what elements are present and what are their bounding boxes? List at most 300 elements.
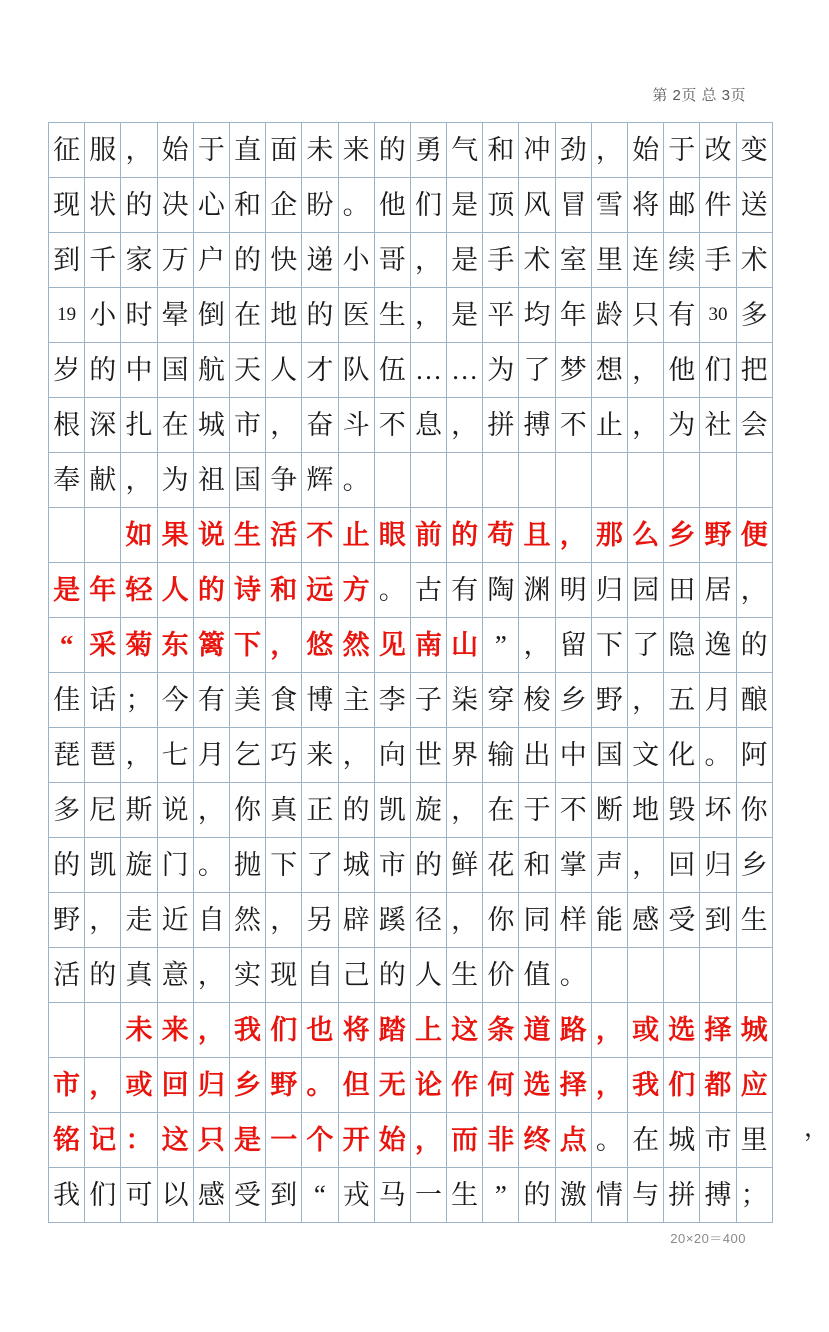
manuscript-cell[interactable] (736, 948, 772, 1003)
manuscript-cell[interactable] (664, 673, 700, 728)
manuscript-cell[interactable] (483, 288, 519, 343)
manuscript-cell[interactable] (193, 673, 229, 728)
manuscript-cell[interactable] (447, 453, 483, 508)
manuscript-cell[interactable] (591, 1058, 627, 1113)
manuscript-cell[interactable] (483, 123, 519, 178)
manuscript-cell[interactable] (664, 1003, 700, 1058)
manuscript-cell[interactable] (121, 1113, 157, 1168)
manuscript-cell[interactable] (266, 288, 302, 343)
manuscript-cell[interactable] (85, 1058, 121, 1113)
manuscript-cell[interactable] (338, 1058, 374, 1113)
manuscript-cell[interactable] (664, 398, 700, 453)
manuscript-cell[interactable] (447, 838, 483, 893)
manuscript-cell[interactable] (483, 1058, 519, 1113)
manuscript-cell[interactable] (410, 618, 446, 673)
manuscript-cell[interactable] (266, 1113, 302, 1168)
manuscript-cell[interactable] (447, 1168, 483, 1223)
manuscript-cell[interactable] (447, 673, 483, 728)
manuscript-cell[interactable] (374, 673, 410, 728)
manuscript-cell[interactable] (591, 893, 627, 948)
manuscript-cell[interactable] (628, 343, 664, 398)
manuscript-cell[interactable] (628, 838, 664, 893)
manuscript-cell[interactable] (447, 398, 483, 453)
manuscript-cell[interactable] (193, 783, 229, 838)
manuscript-cell[interactable] (410, 948, 446, 1003)
manuscript-cell[interactable] (193, 123, 229, 178)
manuscript-cell[interactable] (229, 893, 265, 948)
manuscript-cell[interactable] (49, 1113, 85, 1168)
manuscript-cell[interactable] (229, 1113, 265, 1168)
manuscript-cell[interactable] (555, 233, 591, 288)
manuscript-cell[interactable] (338, 728, 374, 783)
manuscript-cell[interactable] (302, 893, 338, 948)
manuscript-cell[interactable] (591, 563, 627, 618)
manuscript-cell[interactable] (157, 508, 193, 563)
manuscript-cell[interactable] (410, 893, 446, 948)
manuscript-cell[interactable] (229, 233, 265, 288)
manuscript-cell[interactable] (157, 838, 193, 893)
manuscript-cell[interactable] (157, 783, 193, 838)
manuscript-cell[interactable] (338, 123, 374, 178)
manuscript-cell[interactable] (85, 288, 121, 343)
manuscript-cell[interactable] (700, 783, 736, 838)
manuscript-cell[interactable] (157, 728, 193, 783)
manuscript-cell[interactable] (519, 783, 555, 838)
manuscript-cell[interactable] (193, 1058, 229, 1113)
manuscript-cell[interactable] (374, 233, 410, 288)
manuscript-cell[interactable] (229, 1168, 265, 1223)
manuscript-cell[interactable] (736, 1168, 772, 1223)
manuscript-cell[interactable] (302, 178, 338, 233)
manuscript-cell[interactable] (700, 123, 736, 178)
manuscript-cell[interactable] (591, 618, 627, 673)
manuscript-cell[interactable] (157, 343, 193, 398)
manuscript-cell[interactable] (483, 783, 519, 838)
manuscript-cell[interactable] (374, 343, 410, 398)
manuscript-cell[interactable] (664, 618, 700, 673)
manuscript-cell[interactable] (338, 563, 374, 618)
manuscript-cell[interactable] (736, 673, 772, 728)
manuscript-cell[interactable] (266, 233, 302, 288)
manuscript-cell[interactable] (49, 948, 85, 1003)
manuscript-cell[interactable] (664, 288, 700, 343)
manuscript-cell[interactable] (483, 398, 519, 453)
manuscript-cell[interactable] (374, 398, 410, 453)
manuscript-cell[interactable] (193, 618, 229, 673)
manuscript-cell[interactable] (410, 1168, 446, 1223)
manuscript-cell[interactable] (447, 343, 483, 398)
manuscript-cell[interactable] (85, 948, 121, 1003)
manuscript-cell[interactable] (229, 508, 265, 563)
manuscript-cell[interactable] (555, 563, 591, 618)
manuscript-cell[interactable] (374, 453, 410, 508)
manuscript-cell[interactable] (628, 893, 664, 948)
manuscript-cell[interactable] (555, 1168, 591, 1223)
manuscript-cell[interactable] (193, 728, 229, 783)
manuscript-cell[interactable] (483, 1168, 519, 1223)
manuscript-cell[interactable] (121, 783, 157, 838)
manuscript-cell[interactable] (519, 1058, 555, 1113)
manuscript-cell[interactable] (555, 1113, 591, 1168)
manuscript-cell[interactable] (555, 783, 591, 838)
manuscript-cell[interactable] (85, 728, 121, 783)
manuscript-cell[interactable] (85, 398, 121, 453)
manuscript-cell[interactable] (410, 123, 446, 178)
manuscript-cell[interactable] (229, 123, 265, 178)
manuscript-cell[interactable] (555, 673, 591, 728)
manuscript-cell[interactable] (374, 1113, 410, 1168)
manuscript-cell[interactable] (302, 1168, 338, 1223)
manuscript-cell[interactable] (266, 618, 302, 673)
manuscript-cell[interactable] (736, 343, 772, 398)
manuscript-cell[interactable] (302, 453, 338, 508)
manuscript-cell[interactable] (302, 783, 338, 838)
manuscript-cell[interactable] (229, 343, 265, 398)
manuscript-cell[interactable] (591, 288, 627, 343)
manuscript-cell[interactable] (519, 233, 555, 288)
manuscript-cell[interactable] (157, 1113, 193, 1168)
manuscript-cell[interactable] (736, 288, 772, 343)
manuscript-cell[interactable] (302, 1058, 338, 1113)
manuscript-cell[interactable] (447, 233, 483, 288)
manuscript-cell[interactable] (121, 948, 157, 1003)
manuscript-cell[interactable] (338, 783, 374, 838)
manuscript-cell[interactable] (121, 1003, 157, 1058)
manuscript-cell[interactable] (157, 893, 193, 948)
manuscript-cell[interactable] (555, 838, 591, 893)
manuscript-cell[interactable] (700, 948, 736, 1003)
manuscript-cell[interactable] (338, 453, 374, 508)
manuscript-cell[interactable] (447, 288, 483, 343)
manuscript-cell[interactable] (591, 178, 627, 233)
manuscript-cell[interactable] (85, 1113, 121, 1168)
manuscript-cell[interactable] (628, 563, 664, 618)
manuscript-cell[interactable] (700, 728, 736, 783)
manuscript-cell[interactable] (85, 233, 121, 288)
manuscript-cell[interactable] (229, 563, 265, 618)
manuscript-cell[interactable] (700, 1168, 736, 1223)
manuscript-cell[interactable] (302, 563, 338, 618)
manuscript-cell[interactable] (266, 1058, 302, 1113)
manuscript-cell[interactable] (85, 563, 121, 618)
manuscript-cell[interactable] (410, 288, 446, 343)
manuscript-cell[interactable] (302, 728, 338, 783)
manuscript-cell[interactable] (193, 563, 229, 618)
manuscript-cell[interactable] (447, 563, 483, 618)
manuscript-cell[interactable] (736, 838, 772, 893)
manuscript-cell[interactable] (664, 233, 700, 288)
manuscript-cell[interactable] (447, 1003, 483, 1058)
manuscript-cell[interactable] (519, 123, 555, 178)
manuscript-cell[interactable] (555, 453, 591, 508)
manuscript-cell[interactable] (519, 1168, 555, 1223)
manuscript-cell[interactable] (302, 948, 338, 1003)
manuscript-cell[interactable] (410, 1003, 446, 1058)
manuscript-cell[interactable] (193, 838, 229, 893)
manuscript-cell[interactable] (447, 508, 483, 563)
manuscript-cell[interactable] (700, 893, 736, 948)
manuscript-cell[interactable] (519, 673, 555, 728)
manuscript-cell[interactable] (410, 783, 446, 838)
manuscript-cell[interactable] (519, 1003, 555, 1058)
manuscript-cell[interactable] (628, 783, 664, 838)
manuscript-cell[interactable] (628, 1113, 664, 1168)
manuscript-cell[interactable] (49, 893, 85, 948)
manuscript-cell[interactable] (302, 1113, 338, 1168)
manuscript-cell[interactable] (374, 563, 410, 618)
manuscript-cell[interactable] (266, 673, 302, 728)
manuscript-cell[interactable] (121, 673, 157, 728)
manuscript-cell[interactable] (193, 1168, 229, 1223)
manuscript-cell[interactable] (266, 948, 302, 1003)
manuscript-cell[interactable] (121, 233, 157, 288)
manuscript-cell[interactable] (555, 893, 591, 948)
manuscript-cell[interactable] (447, 123, 483, 178)
manuscript-cell[interactable] (85, 783, 121, 838)
manuscript-cell[interactable] (700, 233, 736, 288)
manuscript-cell[interactable] (266, 398, 302, 453)
manuscript-cell[interactable] (591, 123, 627, 178)
manuscript-cell[interactable] (736, 1113, 772, 1168)
manuscript-cell[interactable] (193, 1003, 229, 1058)
manuscript-cell[interactable] (193, 288, 229, 343)
manuscript-cell[interactable] (736, 398, 772, 453)
manuscript-cell[interactable] (121, 893, 157, 948)
manuscript-cell[interactable] (591, 838, 627, 893)
manuscript-cell[interactable] (483, 178, 519, 233)
manuscript-cell[interactable] (229, 178, 265, 233)
manuscript-cell[interactable] (121, 398, 157, 453)
manuscript-cell[interactable] (157, 1003, 193, 1058)
manuscript-cell[interactable] (121, 728, 157, 783)
manuscript-cell[interactable] (85, 1003, 121, 1058)
manuscript-cell[interactable] (736, 508, 772, 563)
manuscript-cell[interactable] (302, 288, 338, 343)
manuscript-cell[interactable] (374, 893, 410, 948)
manuscript-cell[interactable] (447, 1113, 483, 1168)
manuscript-cell[interactable] (519, 178, 555, 233)
manuscript-cell[interactable] (664, 948, 700, 1003)
manuscript-cell[interactable] (85, 838, 121, 893)
manuscript-cell[interactable] (700, 618, 736, 673)
manuscript-cell[interactable] (483, 233, 519, 288)
manuscript-cell[interactable] (229, 783, 265, 838)
manuscript-cell[interactable] (664, 508, 700, 563)
manuscript-cell[interactable] (736, 1003, 772, 1058)
manuscript-cell[interactable] (410, 508, 446, 563)
manuscript-cell[interactable] (628, 948, 664, 1003)
manuscript-cell[interactable] (519, 728, 555, 783)
manuscript-cell[interactable] (519, 563, 555, 618)
manuscript-cell[interactable] (374, 123, 410, 178)
manuscript-cell[interactable] (49, 453, 85, 508)
manuscript-cell[interactable] (483, 508, 519, 563)
manuscript-cell[interactable] (410, 343, 446, 398)
manuscript-cell[interactable] (157, 948, 193, 1003)
manuscript-cell[interactable] (338, 398, 374, 453)
manuscript-cell[interactable] (664, 893, 700, 948)
manuscript-cell[interactable] (410, 1058, 446, 1113)
manuscript-cell[interactable] (736, 233, 772, 288)
manuscript-cell[interactable] (700, 453, 736, 508)
manuscript-cell[interactable] (266, 123, 302, 178)
manuscript-cell[interactable] (591, 948, 627, 1003)
manuscript-cell[interactable] (700, 508, 736, 563)
manuscript-cell[interactable] (85, 673, 121, 728)
manuscript-cell[interactable] (229, 838, 265, 893)
manuscript-cell[interactable] (338, 948, 374, 1003)
manuscript-cell[interactable] (229, 288, 265, 343)
manuscript-cell[interactable] (157, 288, 193, 343)
manuscript-cell[interactable] (519, 948, 555, 1003)
manuscript-cell[interactable] (193, 398, 229, 453)
manuscript-cell[interactable] (266, 783, 302, 838)
manuscript-cell[interactable] (736, 618, 772, 673)
manuscript-cell[interactable] (519, 893, 555, 948)
manuscript-cell[interactable] (447, 1058, 483, 1113)
manuscript-cell[interactable] (193, 233, 229, 288)
manuscript-cell[interactable] (302, 838, 338, 893)
manuscript-cell[interactable] (410, 178, 446, 233)
manuscript-cell[interactable] (338, 233, 374, 288)
manuscript-cell[interactable] (49, 508, 85, 563)
manuscript-cell[interactable] (49, 563, 85, 618)
manuscript-cell[interactable] (338, 343, 374, 398)
manuscript-cell[interactable] (628, 453, 664, 508)
manuscript-cell[interactable] (736, 728, 772, 783)
manuscript-cell[interactable] (374, 838, 410, 893)
manuscript-cell[interactable] (591, 508, 627, 563)
manuscript-cell[interactable] (157, 233, 193, 288)
manuscript-cell[interactable] (193, 453, 229, 508)
manuscript-cell[interactable] (85, 893, 121, 948)
manuscript-cell[interactable] (664, 1168, 700, 1223)
manuscript-cell[interactable] (157, 618, 193, 673)
manuscript-cell[interactable] (628, 728, 664, 783)
manuscript-cell[interactable] (266, 893, 302, 948)
manuscript-cell[interactable] (483, 728, 519, 783)
manuscript-cell[interactable] (700, 1058, 736, 1113)
manuscript-cell[interactable] (49, 728, 85, 783)
manuscript-cell[interactable] (555, 1003, 591, 1058)
manuscript-cell[interactable] (483, 1003, 519, 1058)
manuscript-cell[interactable] (628, 673, 664, 728)
manuscript-cell[interactable] (555, 398, 591, 453)
manuscript-cell[interactable] (664, 838, 700, 893)
manuscript-cell[interactable] (229, 728, 265, 783)
manuscript-cell[interactable] (447, 618, 483, 673)
manuscript-cell[interactable] (85, 453, 121, 508)
manuscript-cell[interactable] (302, 508, 338, 563)
manuscript-cell[interactable] (483, 838, 519, 893)
manuscript-cell[interactable] (700, 398, 736, 453)
manuscript-cell[interactable] (121, 288, 157, 343)
manuscript-cell[interactable] (519, 1113, 555, 1168)
manuscript-cell[interactable] (483, 453, 519, 508)
manuscript-cell[interactable] (121, 838, 157, 893)
manuscript-cell[interactable] (664, 563, 700, 618)
manuscript-cell[interactable] (338, 178, 374, 233)
manuscript-cell[interactable] (519, 398, 555, 453)
manuscript-cell[interactable] (483, 343, 519, 398)
manuscript-cell[interactable] (410, 838, 446, 893)
manuscript-cell[interactable] (374, 1003, 410, 1058)
manuscript-cell[interactable] (49, 838, 85, 893)
manuscript-cell[interactable] (483, 948, 519, 1003)
manuscript-cell[interactable] (229, 673, 265, 728)
manuscript-cell[interactable] (555, 948, 591, 1003)
manuscript-cell[interactable] (49, 178, 85, 233)
manuscript-cell[interactable] (410, 673, 446, 728)
manuscript-cell[interactable] (338, 288, 374, 343)
manuscript-cell[interactable] (193, 948, 229, 1003)
manuscript-cell[interactable] (555, 123, 591, 178)
manuscript-cell[interactable] (157, 673, 193, 728)
manuscript-cell[interactable] (555, 728, 591, 783)
manuscript-cell[interactable] (229, 1058, 265, 1113)
manuscript-cell[interactable] (555, 343, 591, 398)
manuscript-cell[interactable] (338, 1113, 374, 1168)
manuscript-cell[interactable] (628, 508, 664, 563)
manuscript-cell[interactable] (591, 453, 627, 508)
manuscript-cell[interactable] (628, 288, 664, 343)
manuscript-cell[interactable] (229, 948, 265, 1003)
manuscript-cell[interactable] (302, 673, 338, 728)
manuscript-cell[interactable] (121, 453, 157, 508)
manuscript-cell[interactable] (591, 673, 627, 728)
manuscript-cell[interactable] (519, 838, 555, 893)
manuscript-cell[interactable] (591, 783, 627, 838)
manuscript-cell[interactable] (736, 893, 772, 948)
manuscript-cell[interactable] (85, 508, 121, 563)
manuscript-cell[interactable] (157, 563, 193, 618)
manuscript-cell[interactable] (700, 838, 736, 893)
manuscript-cell[interactable] (338, 508, 374, 563)
manuscript-cell[interactable] (700, 288, 736, 343)
manuscript-cell[interactable] (374, 508, 410, 563)
manuscript-cell[interactable] (157, 398, 193, 453)
manuscript-cell[interactable] (266, 1168, 302, 1223)
manuscript-cell[interactable] (447, 893, 483, 948)
manuscript-cell[interactable] (338, 893, 374, 948)
manuscript-cell[interactable] (410, 1113, 446, 1168)
manuscript-cell[interactable] (664, 728, 700, 783)
manuscript-cell[interactable] (736, 453, 772, 508)
manuscript-cell[interactable] (229, 618, 265, 673)
manuscript-cell[interactable] (374, 783, 410, 838)
manuscript-cell[interactable] (49, 123, 85, 178)
manuscript-cell[interactable] (628, 1168, 664, 1223)
manuscript-cell[interactable] (338, 1003, 374, 1058)
manuscript-cell[interactable] (664, 1058, 700, 1113)
manuscript-cell[interactable] (591, 398, 627, 453)
manuscript-cell[interactable] (591, 728, 627, 783)
manuscript-cell[interactable] (519, 288, 555, 343)
manuscript-cell[interactable] (338, 618, 374, 673)
manuscript-cell[interactable] (157, 1168, 193, 1223)
manuscript-cell[interactable] (193, 178, 229, 233)
manuscript-cell[interactable] (664, 178, 700, 233)
manuscript-cell[interactable] (302, 123, 338, 178)
manuscript-cell[interactable] (664, 453, 700, 508)
manuscript-cell[interactable] (736, 1058, 772, 1113)
manuscript-cell[interactable] (193, 343, 229, 398)
manuscript-cell[interactable] (483, 563, 519, 618)
manuscript-cell[interactable] (374, 728, 410, 783)
manuscript-cell[interactable] (374, 1168, 410, 1223)
manuscript-cell[interactable] (628, 1058, 664, 1113)
manuscript-cell[interactable] (447, 728, 483, 783)
